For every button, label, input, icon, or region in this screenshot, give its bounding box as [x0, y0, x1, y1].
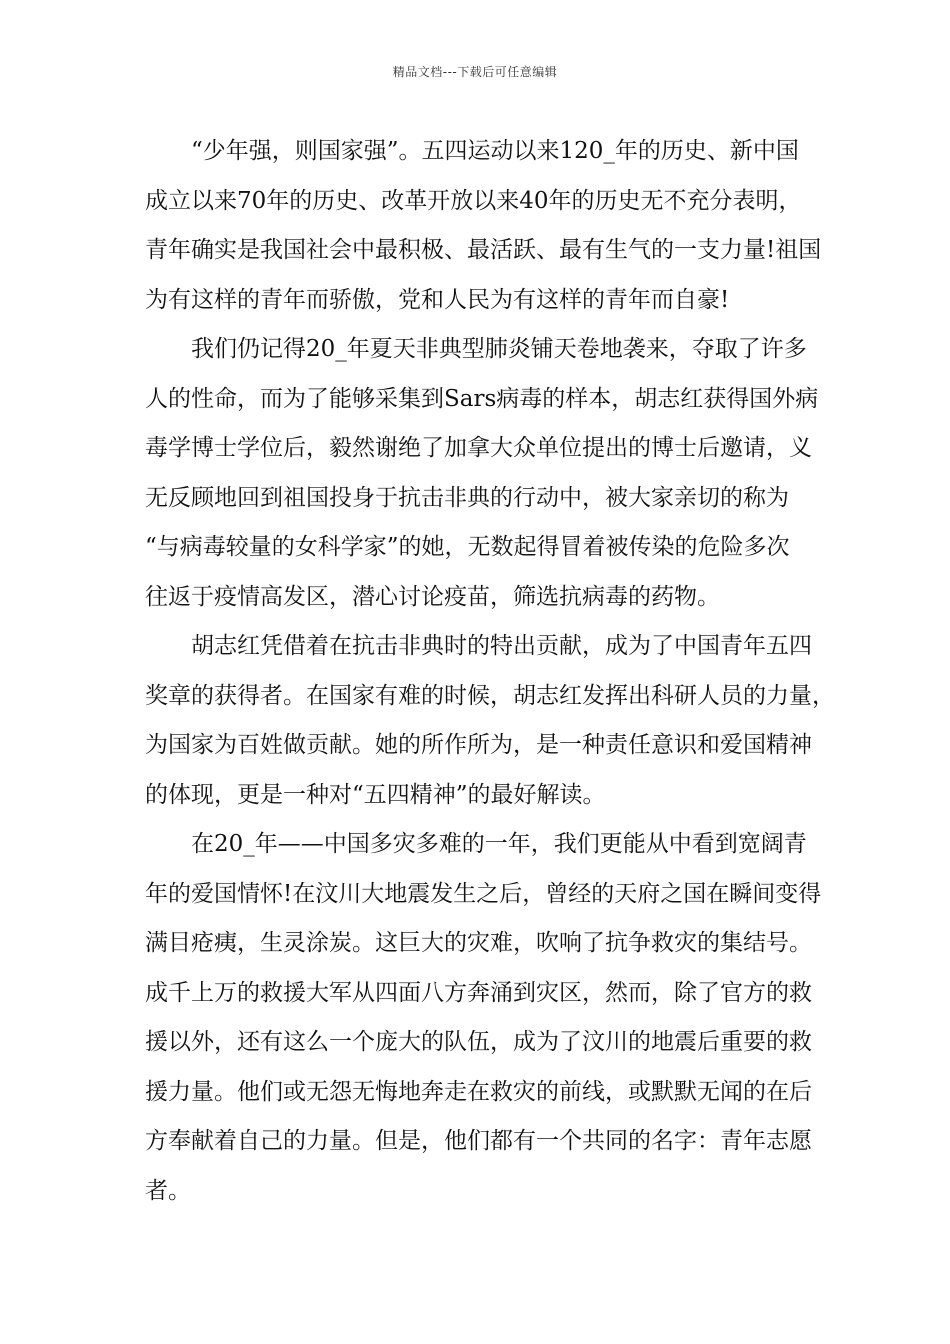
text-line: 成千上万的救援大军从四面八方奔涌到灾区，然而，除了官方的救	[145, 979, 812, 1006]
text-line: 无反顾地回到祖国投身于抗击非典的行动中，被大家亲切的称为	[145, 484, 789, 511]
paragraph-4	[145, 820, 825, 1216]
text-line: 毒学博士学位后，毅然谢绝了加拿大众单位提出的博士后邀请，义	[145, 435, 812, 461]
text-line: “与病毒较量的女科学家”的她，无数起得冒着被传染的危险多次	[145, 534, 790, 560]
text-line: 在20_年——中国多灾多难的一年，我们更能从中看到宽阔青	[191, 831, 807, 857]
text-line: 方奉献着自己的力量。但是，他们都有一个共同的名字：青年志愿	[145, 1128, 812, 1154]
text-line: 满目疮痍，生灵涂炭。这巨大的灾难，吹响了抗争救灾的集结号。	[145, 930, 812, 956]
text-line: 的体现，更是一种对“五四精神”的最好解读。	[145, 781, 606, 808]
text-line: 援以外，还有这么一个庞大的队伍，成为了汶川的地震后重要的救	[145, 1029, 812, 1055]
paragraph-3	[145, 622, 835, 820]
paragraph-2	[145, 325, 825, 622]
text-line: 人的性命，而为了能够采集到Sars病毒的样本，胡志红获得国外病	[145, 385, 819, 412]
text-line: 往返于疫情高发区，潜心讨论疫苗，筛选抗病毒的药物。	[145, 583, 720, 610]
document-body	[145, 127, 835, 1216]
text-line: 援力量。他们或无怨无悔地奔走在救灾的前线，或默默无闻的在后	[145, 1078, 812, 1105]
text-line: 奖章的获得者。在国家有难的时候，胡志红发挥出科研人员的力量，	[145, 682, 835, 709]
text-line: 成立以来70年的历史、改革开放以来40年的历史无不充分表明，	[145, 187, 802, 214]
text-line: 年的爱国情怀!在汶川大地震发生之后，曾经的天府之国在瞬间变得	[145, 880, 822, 907]
text-line: 者。	[145, 1177, 191, 1204]
text-line: 为有这样的青年而骄傲，党和人民为有这样的青年而自豪!	[145, 286, 730, 313]
text-line: 青年确实是我国社会中最积极、最活跃、最有生气的一支力量!祖国	[145, 237, 822, 263]
page-header: 精品文档---下载后可任意编辑	[392, 65, 558, 79]
text-line: 为国家为百姓做贡献。她的所作所为，是一种责任意识和爱国精神	[145, 732, 812, 758]
text-line: “少年强，则国家强”。五四运动以来120_年的历史、新中国	[191, 138, 799, 164]
text-line: 胡志红凭借着在抗击非典时的特出贡献，成为了中国青年五四	[191, 633, 812, 659]
text-line: 我们仍记得20_年夏天非典型肺炎铺天卷地袭来，夺取了许多	[191, 336, 807, 362]
paragraph-1	[145, 127, 825, 325]
